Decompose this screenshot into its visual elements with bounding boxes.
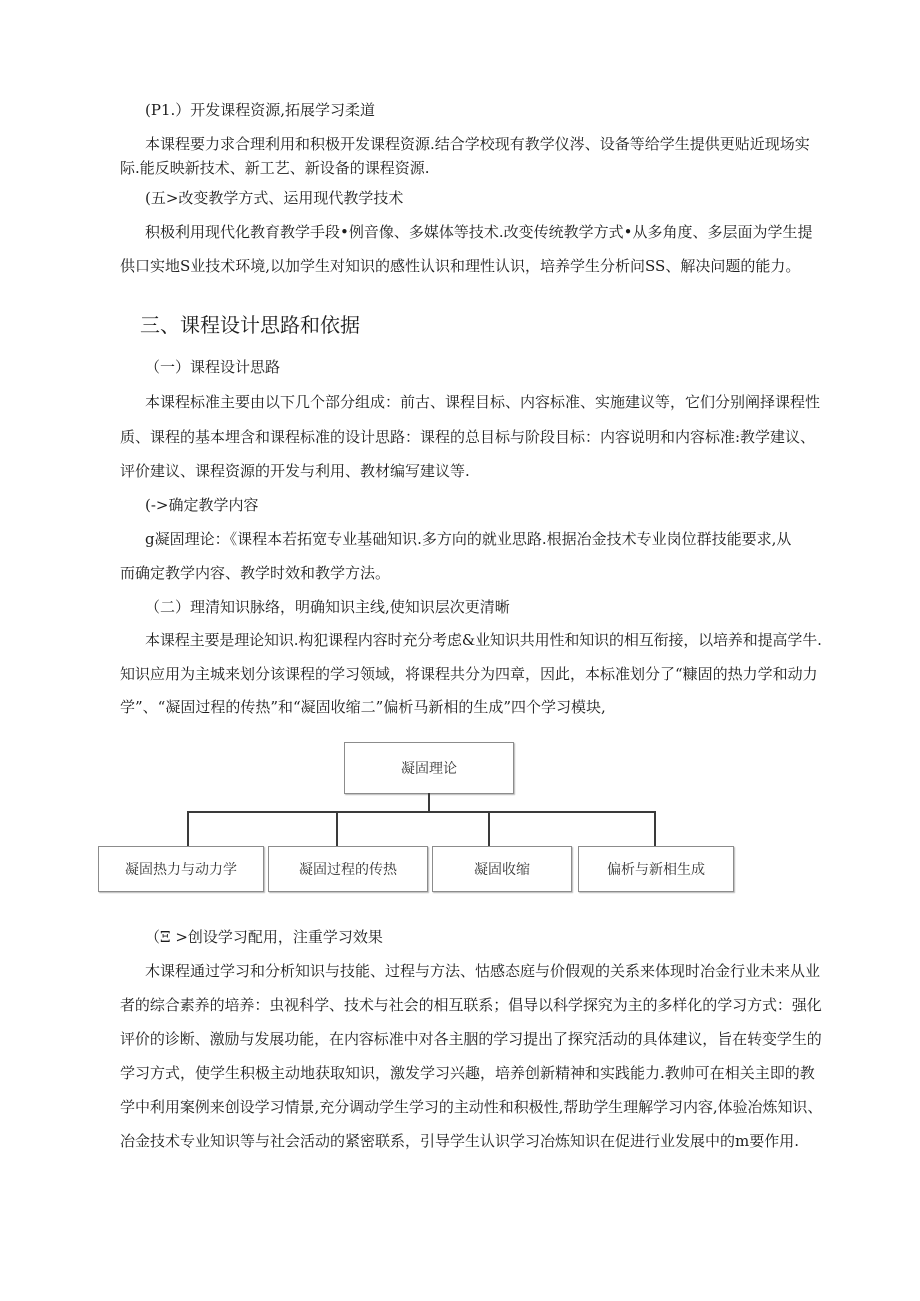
paragraph-line: 冶金技术专业知识等与社会活动的紧密联系，引导学生认识学习冶炼知识在促进行业发展中的m要作用. <box>120 1132 799 1150</box>
paragraph-line: 知识应用为主城来划分该课程的学习领域，将课程共分为四章，因此，本标准划分了“糠固的热力学和动力 <box>120 665 818 683</box>
subhead-develop-resources: (P1.）开发课程资源,拓展学习柔道 <box>145 101 376 119</box>
paragraph-line: 而确定教学内容、教学时效和教学方法。 <box>120 564 391 582</box>
subhead-teaching-method: (五>改变教学方式、运用现代教学技术 <box>145 189 404 207</box>
paragraph-line: 评价建议、课程资源的开发与利用、教材编写建议等. <box>120 462 470 480</box>
paragraph-line: 木课程通过学习和分析知识与技能、过程与方法、怙感态庭与价假观的关系来体现时冶金行业未来从业 <box>145 962 821 980</box>
paragraph-line: 本课程主要是理论知识.构犯课程内容时充分考虑&业知识共用性和知识的相互衔接，以培养和提高学牛. <box>145 631 822 649</box>
diagram-child-node: 凝固过程的传热 <box>268 846 428 892</box>
paragraph-line: g凝固理论：《课程本若拓宽专业基础知识.多方向的就业思路.根据冶金技术专业岗位群技能要求,从 <box>145 530 792 548</box>
subhead-design-idea: （一）课程设计思路 <box>145 358 281 376</box>
connector-line <box>336 811 338 846</box>
diagram-child-node: 凝固热力与动力学 <box>98 846 264 892</box>
section-heading: 三、课程设计思路和依据 <box>140 313 360 337</box>
paragraph-line: 者的综合素养的培养：虫视科学、技术与社会的相互联系；倡导以科学探究为主的多样化的学习方式：强化 <box>120 996 822 1014</box>
connector-line <box>654 811 656 846</box>
subhead-learning-context: （Ξ >创设学习配用，注重学习效果 <box>145 928 383 946</box>
diagram-child-node: 偏析与新相生成 <box>578 846 734 892</box>
diagram-root-node: 凝固理论 <box>344 742 514 794</box>
paragraph-line: 学”、“凝固过程的传热”和“凝固收缩二”偏析马新相的生成”四个学习模块, <box>120 698 606 716</box>
connector-line <box>488 811 490 846</box>
paragraph-line: 评价的诊断、激励与发展功能，在内容标准中对各主胭的学习提出了探究活动的具体建议，旨在转变学生的 <box>120 1030 822 1048</box>
paragraph-line: 本课程要力求合理利用和积极开发课程资源.结合学校现有教学仪涔、设备等给学生提供更贴近现场实 <box>145 135 810 153</box>
connector-line <box>187 811 189 846</box>
paragraph-line: 本课程标准主要由以下几个部分组成：前古、课程目标、内容标准、实施建议等，它们分别阐择课程性 <box>145 393 821 411</box>
paragraph-line: 积极利用现代化教育教学手段•例音像、多媒体等技术.改变传统教学方式•从多角度、多层面为学生提 <box>145 223 813 241</box>
subhead-content-select: (->确定教学内容 <box>145 496 259 514</box>
paragraph-line: 供口实地S业技术环境,以加学生对知识的感性认识和理性认识，培养学生分析问SS、解决问题的能力。 <box>120 257 801 275</box>
module-diagram <box>96 742 736 894</box>
paragraph-line: 际.能反映新技术、新工艺、新设备的课程资源. <box>120 159 430 177</box>
paragraph-line: 学习方式，使学生积极主动地获取知识，激发学习兴趣，培养创新精神和实践能力.教帅可在相关主即的教 <box>120 1064 815 1082</box>
connector-line <box>187 811 656 813</box>
subhead-knowledge-context: （二）理清知识脉络，明确知识主线,使知识层次更清晰 <box>145 598 510 616</box>
paragraph-line: 质、课程的基本埋含和课程标准的设计思路：课程的总目标与阶段目标：内容说明和内容标准:教学建议、 <box>120 428 816 446</box>
paragraph-line: 学中利用案例来创设学习情景,充分调动学生学习的主动性和积极性,帮助学生理解学习内容,体验冶炼知识、 <box>120 1098 822 1116</box>
diagram-child-node: 凝固收缩 <box>432 846 572 892</box>
connector-line <box>428 793 430 812</box>
